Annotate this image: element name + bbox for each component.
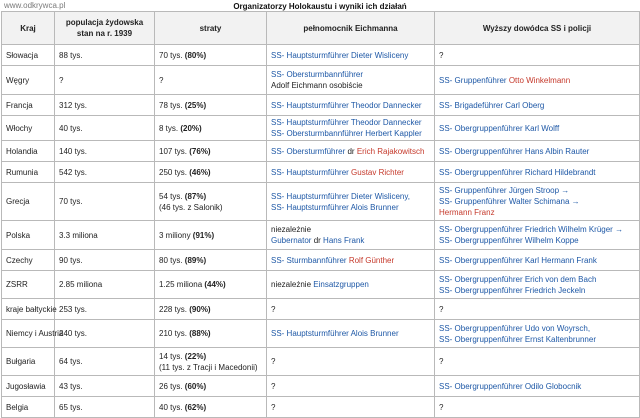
eichmann-line <box>271 202 430 213</box>
losses-line <box>159 75 262 86</box>
eichmann-line <box>271 328 430 339</box>
cell-losses <box>155 45 267 66</box>
cell-losses <box>155 141 267 162</box>
cell-eichmann-envoy <box>267 141 435 162</box>
losses-text: 54 tys. <box>159 191 185 201</box>
cell-eichmann-envoy <box>267 397 435 418</box>
losses-line <box>159 351 262 362</box>
table-row <box>2 250 640 271</box>
table-row <box>2 66 640 95</box>
cell-losses <box>155 183 267 221</box>
eichmann-line <box>271 100 430 111</box>
losses-line <box>159 402 262 413</box>
eichmann-line <box>271 191 430 202</box>
cell-eichmann-envoy <box>267 348 435 376</box>
ss-commander-line <box>439 255 635 266</box>
cell-population: 2.85 miliona <box>55 271 155 299</box>
ss-commander-text: SS- Obergruppenführer Udo von Woyrsch, <box>439 323 591 333</box>
cell-country: kraje bałtyckie <box>2 299 55 320</box>
cell-eichmann-envoy <box>267 221 435 250</box>
eichmann-text: dr <box>347 146 357 156</box>
ss-commander-text: SS- Obergruppenführer Friedrich Jeckeln <box>439 285 586 295</box>
cell-losses <box>155 250 267 271</box>
losses-text: (60%) <box>184 381 207 391</box>
ss-commander-line <box>439 274 635 285</box>
cell-country: Niemcy i Austria <box>2 320 55 348</box>
losses-line <box>159 167 262 178</box>
losses-text: (89%) <box>184 255 207 265</box>
eichmann-text: SS- Hauptsturmführer Alois Brunner <box>271 329 399 338</box>
cell-population: 88 tys. <box>55 45 155 66</box>
losses-line <box>159 255 262 266</box>
cell-country: Węgry <box>2 66 55 95</box>
cell-country: Czechy <box>2 250 55 271</box>
table-row <box>2 299 640 320</box>
eichmann-text: SS- Obersturmbannführer Herbert Kappler <box>271 129 422 138</box>
losses-line <box>159 202 262 213</box>
table-body <box>2 45 640 418</box>
cell-losses <box>155 271 267 299</box>
losses-text: 1.25 miliona <box>159 280 205 289</box>
ss-commander-text: ? <box>439 304 444 314</box>
losses-text: (20%) <box>180 123 202 133</box>
losses-text: ? <box>159 75 164 85</box>
losses-text: 14 tys. <box>159 351 185 361</box>
eichmann-line <box>271 235 430 246</box>
eichmann-text: Einsatzgruppen <box>313 280 369 289</box>
cell-country: Holandia <box>2 141 55 162</box>
cell-eichmann-envoy <box>267 116 435 141</box>
losses-text: (22%) <box>184 351 207 361</box>
cell-eichmann-envoy <box>267 183 435 221</box>
table-row <box>2 95 640 116</box>
eichmann-text: Rolf Günther <box>348 255 395 265</box>
eichmann-line <box>271 381 430 392</box>
holocaust-organizers-table <box>1 11 640 418</box>
ss-commander-text: SS- Obergruppenführer Friedrich Wilhelm Krüger → <box>439 225 624 234</box>
losses-text: (62%) <box>184 402 207 412</box>
cell-country: Grecja <box>2 183 55 221</box>
cell-country: Rumunia <box>2 162 55 183</box>
cell-population: 312 tys. <box>55 95 155 116</box>
losses-line <box>159 230 262 241</box>
losses-text: (11 tys. z Tracji i Macedonii) <box>159 362 258 372</box>
ss-commander-text: SS- Obergruppenführer Wilhelm Koppe <box>439 236 579 245</box>
cell-population: 43 tys. <box>55 376 155 397</box>
eichmann-text: SS- Hauptsturmführer <box>271 167 352 177</box>
losses-line <box>159 328 262 339</box>
cell-population: 40 tys. <box>55 116 155 141</box>
cell-population: 3.3 miliona <box>55 221 155 250</box>
eichmann-text: SS- Hauptsturmführer Dieter Wisliceny <box>271 50 409 60</box>
cell-eichmann-envoy <box>267 95 435 116</box>
losses-text: (44%) <box>204 280 226 289</box>
cell-ss-commander <box>435 397 640 418</box>
table-row <box>2 221 640 250</box>
ss-commander-line <box>439 224 635 235</box>
losses-line <box>159 362 262 373</box>
ss-commander-line <box>439 356 635 367</box>
losses-text: 78 tys. <box>159 100 185 110</box>
ss-commander-text: SS- Gruppenführer <box>439 75 509 85</box>
cell-eichmann-envoy <box>267 271 435 299</box>
eichmann-line <box>271 279 430 290</box>
cell-country: Polska <box>2 221 55 250</box>
ss-commander-text: Hermann Franz <box>439 208 495 217</box>
eichmann-text: Adolf Eichmann osobiście <box>271 81 363 90</box>
header-eichmann-envoy: pełnomocnik Eichmanna <box>267 12 435 45</box>
header-row <box>2 12 640 45</box>
table-row <box>2 116 640 141</box>
eichmann-line <box>271 128 430 139</box>
table-row <box>2 141 640 162</box>
ss-commander-line <box>439 167 635 178</box>
ss-commander-line <box>439 75 635 86</box>
cell-ss-commander <box>435 162 640 183</box>
ss-commander-line <box>439 235 635 246</box>
cell-eichmann-envoy <box>267 45 435 66</box>
cell-losses <box>155 299 267 320</box>
losses-text: 107 tys. <box>159 146 190 156</box>
header-population: populacja żydowska stan na r. 1939 <box>55 12 155 45</box>
cell-ss-commander <box>435 320 640 348</box>
losses-text: 80 tys. <box>159 255 185 265</box>
ss-commander-line <box>439 207 635 218</box>
losses-text: 40 tys. <box>159 402 185 412</box>
ss-commander-text: SS- Obergruppenführer Odilo Globocnik <box>439 381 582 391</box>
cell-losses <box>155 116 267 141</box>
cell-population: 65 tys. <box>55 397 155 418</box>
eichmann-line <box>271 402 430 413</box>
ss-commander-text: SS- Obergruppenführer Karl Wolff <box>439 123 560 133</box>
ss-commander-line <box>439 334 635 345</box>
cell-country: Francja <box>2 95 55 116</box>
eichmann-text: ? <box>271 402 276 412</box>
ss-commander-text: SS- Obergruppenführer Hans Albin Rauter <box>439 146 590 156</box>
cell-eichmann-envoy <box>267 299 435 320</box>
ss-commander-line <box>439 50 635 61</box>
ss-commander-line <box>439 146 635 157</box>
eichmann-line <box>271 356 430 367</box>
watermark: www.odkrywca.pl <box>4 1 66 10</box>
cell-country: Jugosławia <box>2 376 55 397</box>
ss-commander-text: SS- Gruppenführer Jürgen Stroop → <box>439 186 570 195</box>
losses-text: (91%) <box>192 230 215 240</box>
losses-text: (88%) <box>189 329 211 338</box>
cell-population: ? <box>55 66 155 95</box>
eichmann-line <box>271 69 430 80</box>
losses-text: (46%) <box>189 167 211 177</box>
cell-ss-commander <box>435 221 640 250</box>
cell-country: Słowacja <box>2 45 55 66</box>
losses-text: 250 tys. <box>159 167 190 177</box>
cell-losses <box>155 397 267 418</box>
eichmann-text: ? <box>271 357 276 366</box>
losses-text: 228 tys. <box>159 304 190 314</box>
ss-commander-text: SS- Obergruppenführer Erich von dem Bach <box>439 274 597 284</box>
eichmann-text: SS- Obersturmbannführer <box>271 70 364 79</box>
cell-ss-commander <box>435 183 640 221</box>
table-row <box>2 183 640 221</box>
header-losses: straty <box>155 12 267 45</box>
eichmann-line <box>271 255 430 266</box>
cell-ss-commander <box>435 116 640 141</box>
eichmann-text: SS- Hauptsturmführer Theodor Dannecker <box>271 118 422 127</box>
losses-line <box>159 50 262 61</box>
cell-eichmann-envoy <box>267 250 435 271</box>
ss-commander-text: Otto Winkelmann <box>508 75 571 85</box>
losses-line <box>159 191 262 202</box>
cell-country: ZSRR <box>2 271 55 299</box>
ss-commander-text: ? <box>439 402 444 412</box>
eichmann-text: ? <box>271 304 276 314</box>
ss-commander-line <box>439 304 635 315</box>
cell-country: Włochy <box>2 116 55 141</box>
eichmann-text: Gubernator <box>271 236 314 245</box>
eichmann-text: SS- Hauptsturmführer Dieter Wisliceny, <box>271 191 410 201</box>
ss-commander-line <box>439 285 635 296</box>
eichmann-text: SS- Sturmbannführer <box>271 255 349 265</box>
ss-commander-line <box>439 323 635 334</box>
table-row <box>2 397 640 418</box>
losses-line <box>159 146 262 157</box>
losses-line <box>159 381 262 392</box>
ss-commander-line <box>439 402 635 413</box>
losses-text: 8 tys. <box>159 123 181 133</box>
cell-eichmann-envoy <box>267 320 435 348</box>
losses-line <box>159 279 262 290</box>
eichmann-text: Hans Frank <box>323 236 365 245</box>
eichmann-line <box>271 167 430 178</box>
ss-commander-text: ? <box>439 357 444 366</box>
ss-commander-line <box>439 100 635 111</box>
table-row <box>2 320 640 348</box>
losses-line <box>159 100 262 111</box>
cell-losses <box>155 320 267 348</box>
eichmann-text: SS- Obersturmführer <box>271 146 348 156</box>
losses-text: (25%) <box>184 100 207 110</box>
cell-losses <box>155 66 267 95</box>
eichmann-text: Gustav Richter <box>351 167 404 177</box>
ss-commander-text: ? <box>439 50 444 60</box>
table-row <box>2 376 640 397</box>
cell-ss-commander <box>435 348 640 376</box>
eichmann-text: ? <box>271 381 276 391</box>
ss-commander-line <box>439 185 635 196</box>
losses-line <box>159 304 262 315</box>
cell-population: 64 tys. <box>55 348 155 376</box>
cell-population: 140 tys. <box>55 141 155 162</box>
eichmann-line <box>271 80 430 91</box>
losses-text: (76%) <box>189 146 211 156</box>
cell-ss-commander <box>435 271 640 299</box>
eichmann-text: SS- Hauptsturmführer Alois Brunner <box>271 202 399 212</box>
ss-commander-line <box>439 381 635 392</box>
cell-losses <box>155 348 267 376</box>
cell-population: 542 tys. <box>55 162 155 183</box>
eichmann-line <box>271 224 430 235</box>
table-caption: Organizatorzy Holokaustu i wyniki ich działań <box>233 2 407 11</box>
cell-ss-commander <box>435 250 640 271</box>
cell-ss-commander <box>435 66 640 95</box>
losses-text: 210 tys. <box>159 329 190 338</box>
ss-commander-line <box>439 196 635 207</box>
eichmann-line <box>271 304 430 315</box>
ss-commander-text: SS- Obergruppenführer Karl Hermann Frank <box>439 255 597 265</box>
ss-commander-text: SS- Brigadeführer Carl Oberg <box>439 100 545 110</box>
losses-text: (87%) <box>184 191 207 201</box>
cell-losses <box>155 221 267 250</box>
ss-commander-text: SS- Gruppenführer Walter Schimana → <box>439 197 580 206</box>
cell-population: 253 tys. <box>55 299 155 320</box>
eichmann-text: niezależnie <box>271 225 312 234</box>
cell-losses <box>155 376 267 397</box>
cell-ss-commander <box>435 299 640 320</box>
table-row <box>2 348 640 376</box>
table-row <box>2 162 640 183</box>
cell-country: Belgia <box>2 397 55 418</box>
header-country: Kraj <box>2 12 55 45</box>
losses-line <box>159 123 262 134</box>
cell-population: 70 tys. <box>55 183 155 221</box>
cell-ss-commander <box>435 45 640 66</box>
losses-text: 26 tys. <box>159 381 185 391</box>
cell-population: 240 tys. <box>55 320 155 348</box>
cell-ss-commander <box>435 141 640 162</box>
cell-losses <box>155 95 267 116</box>
eichmann-text: Erich Rajakowitsch <box>356 146 425 156</box>
ss-commander-text: SS- Obergruppenführer Richard Hildebrandt <box>439 167 596 177</box>
cell-eichmann-envoy <box>267 66 435 95</box>
cell-losses <box>155 162 267 183</box>
cell-eichmann-envoy <box>267 376 435 397</box>
losses-text: (46 tys. z Salonik) <box>159 202 223 212</box>
cell-country: Bułgaria <box>2 348 55 376</box>
table-row <box>2 45 640 66</box>
table-row <box>2 271 640 299</box>
losses-text: 3 miliony <box>159 230 193 240</box>
cell-ss-commander <box>435 376 640 397</box>
eichmann-line <box>271 50 430 61</box>
cell-ss-commander <box>435 95 640 116</box>
ss-commander-text: SS- Obergruppenführer Ernst Kaltenbrunner <box>439 334 596 344</box>
losses-text: 70 tys. <box>159 50 185 60</box>
eichmann-text: niezależnie <box>271 280 314 289</box>
losses-text: (80%) <box>184 50 207 60</box>
losses-text: (90%) <box>189 304 211 314</box>
ss-commander-line <box>439 123 635 134</box>
eichmann-text: SS- Hauptsturmführer Theodor Dannecker <box>271 100 422 110</box>
eichmann-text: dr <box>313 236 324 245</box>
cell-eichmann-envoy <box>267 162 435 183</box>
cell-population: 90 tys. <box>55 250 155 271</box>
eichmann-line <box>271 146 430 157</box>
eichmann-line <box>271 117 430 128</box>
header-ss-commander: Wyższy dowódca SS i policji <box>435 12 640 45</box>
